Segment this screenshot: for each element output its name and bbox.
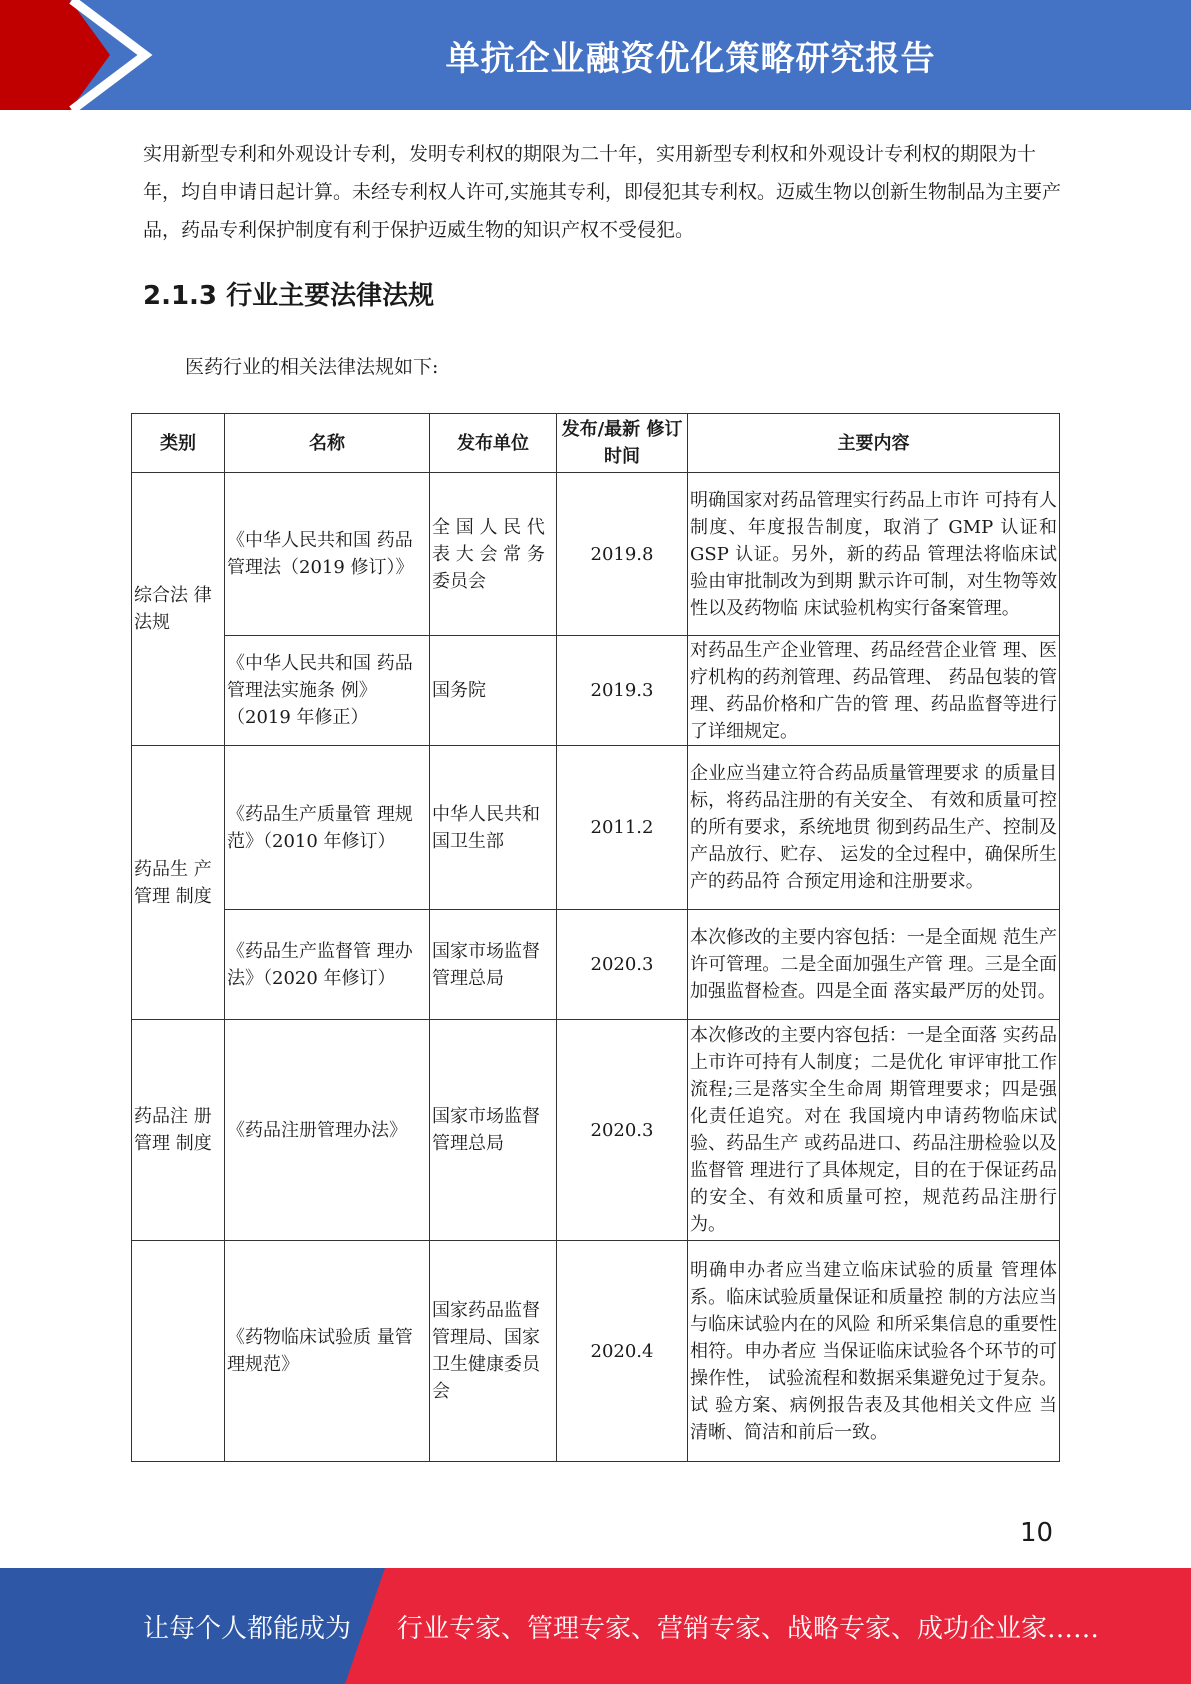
publisher-cell: 全 国 人 民 代 表 大 会 常 务 委员会 — [430, 473, 557, 636]
page-number: 10 — [1020, 1518, 1054, 1548]
footer-slogan-left: 让每个人都能成为 — [143, 1613, 352, 1644]
page-footer — [0, 1568, 1191, 1684]
table-row — [132, 473, 1060, 636]
header-date: 发布/最新 修订时间 — [557, 414, 688, 473]
publisher-cell: 中华人民共和国卫生部 — [430, 746, 557, 910]
table-lead-text: 医药行业的相关法律法规如下: — [185, 356, 439, 378]
name-cell: 《药品生产质量管 理规范》（2010 年修订） — [225, 746, 430, 910]
footer-slogan-right: 行业专家、管理专家、营销专家、战略专家、成功企业家…… — [397, 1613, 1100, 1644]
header-category: 类别 — [132, 414, 225, 473]
publisher-cell: 国家市场监督管理总局 — [430, 1020, 557, 1241]
publisher-cell: 国务院 — [430, 636, 557, 746]
date-cell: 2011.2 — [557, 746, 688, 910]
name-cell: 《药品注册管理办法》 — [225, 1020, 430, 1241]
table-row — [132, 1020, 1060, 1241]
date-cell: 2020.3 — [557, 910, 688, 1020]
category-cell: 药品注 册管理 制度 — [132, 1020, 225, 1241]
content-cell: 企业应当建立符合药品质量管理要求 的质量目标，将药品注册的有关安全、 有效和质量可控的所有要求，系统地贯 彻到药品生产、控制及产品放行、贮存、 运发的全过程中，确保所生产的药品符 合预定用途和注册要求。 — [688, 746, 1060, 910]
section-heading: 2.1.3 行业主要法律法规 — [143, 281, 435, 311]
date-cell: 2020.3 — [557, 1020, 688, 1241]
header-name: 名称 — [225, 414, 430, 473]
content-cell: 本次修改的主要内容包括：一是全面规 范生产许可管理。二是全面加强生产管 理。三是全面加强监督检查。四是全面 落实最严厉的处罚。 — [688, 910, 1060, 1020]
category-cell: 药品生 产管理 制度 — [132, 746, 225, 1020]
publisher-cell: 国家市场监督管理总局 — [430, 910, 557, 1020]
date-cell: 2019.3 — [557, 636, 688, 746]
content-cell: 明确申办者应当建立临床试验的质量 管理体系。临床试验质量保证和质量控 制的方法应当与临床试验内在的风险 和所采集信息的重要性相符。申办者应 当保证临床试验各个环节的可操作性， 试验流程和数据采集避免过于复杂。试 验方案、病例报告表及其他相关文件应 当清晰、简洁和前后一致。 — [688, 1241, 1060, 1462]
name-cell: 《药物临床试验质 量管理规范》 — [225, 1241, 430, 1462]
content-cell: 对药品生产企业管理、药品经营企业管 理、医疗机构的药剂管理、药品管理、 药品包装的管理、药品价格和广告的管 理、药品监督等进行了详细规定。 — [688, 636, 1060, 746]
date-cell: 2019.8 — [557, 473, 688, 636]
laws-table — [131, 413, 1060, 1462]
publisher-cell: 国家药品监督管理局、国家卫生健康委员会 — [430, 1241, 557, 1462]
header-publisher: 发布单位 — [430, 414, 557, 473]
date-cell: 2020.4 — [557, 1241, 688, 1462]
category-cell: 综合法 律法规 — [132, 473, 225, 746]
content-cell: 本次修改的主要内容包括：一是全面落 实药品上市许可持有人制度；二是优化 审评审批工作流程;三是落实全生命周 期管理要求；四是强化责任追究。对在 我国境内申请药物临床试验、药品生产 或药品进口、药品注册检验以及监督管 理进行了具体规定，目的在于保证药品 的安全、有效和质量可控，规范药品注册行为。 — [688, 1020, 1060, 1241]
table-row — [132, 746, 1060, 910]
header-title: 单抗企业融资优化策略研究报告 — [445, 38, 936, 79]
table-row — [132, 636, 1060, 746]
name-cell: 《中华人民共和国 药品管理法实施条 例》（2019 年修正） — [225, 636, 430, 746]
name-cell: 《药品生产监督管 理办法》（2020 年修订） — [225, 910, 430, 1020]
table-header-row — [132, 414, 1060, 473]
page-header — [0, 0, 1191, 110]
content-cell: 明确国家对药品管理实行药品上市许 可持有人制度、年度报告制度，取消了 GMP 认证和 GSP 认证。另外，新的药品 管理法将临床试验由审批制改为到期 默示许可制，对生物等效性以及药物临 床试验机构实行备案管理。 — [688, 473, 1060, 636]
table-row — [132, 1241, 1060, 1462]
intro-paragraph: 实用新型专利和外观设计专利，发明专利权的期限为二十年，实用新型专利权和外观设计专利权的期限为十年，均自申请日起计算。未经专利权人许可,实施其专利，即侵犯其专利权。迈威生物以创新生物制品为主要产品，药品专利保护制度有利于保护迈威生物的知识产权不受侵犯。 — [143, 143, 1062, 241]
header-chevron-icon — [0, 0, 160, 110]
header-content: 主要内容 — [688, 414, 1060, 473]
category-cell-empty — [132, 1241, 225, 1462]
name-cell: 《中华人民共和国 药品管理法（2019 修订）》 — [225, 473, 430, 636]
table-row — [132, 910, 1060, 1020]
